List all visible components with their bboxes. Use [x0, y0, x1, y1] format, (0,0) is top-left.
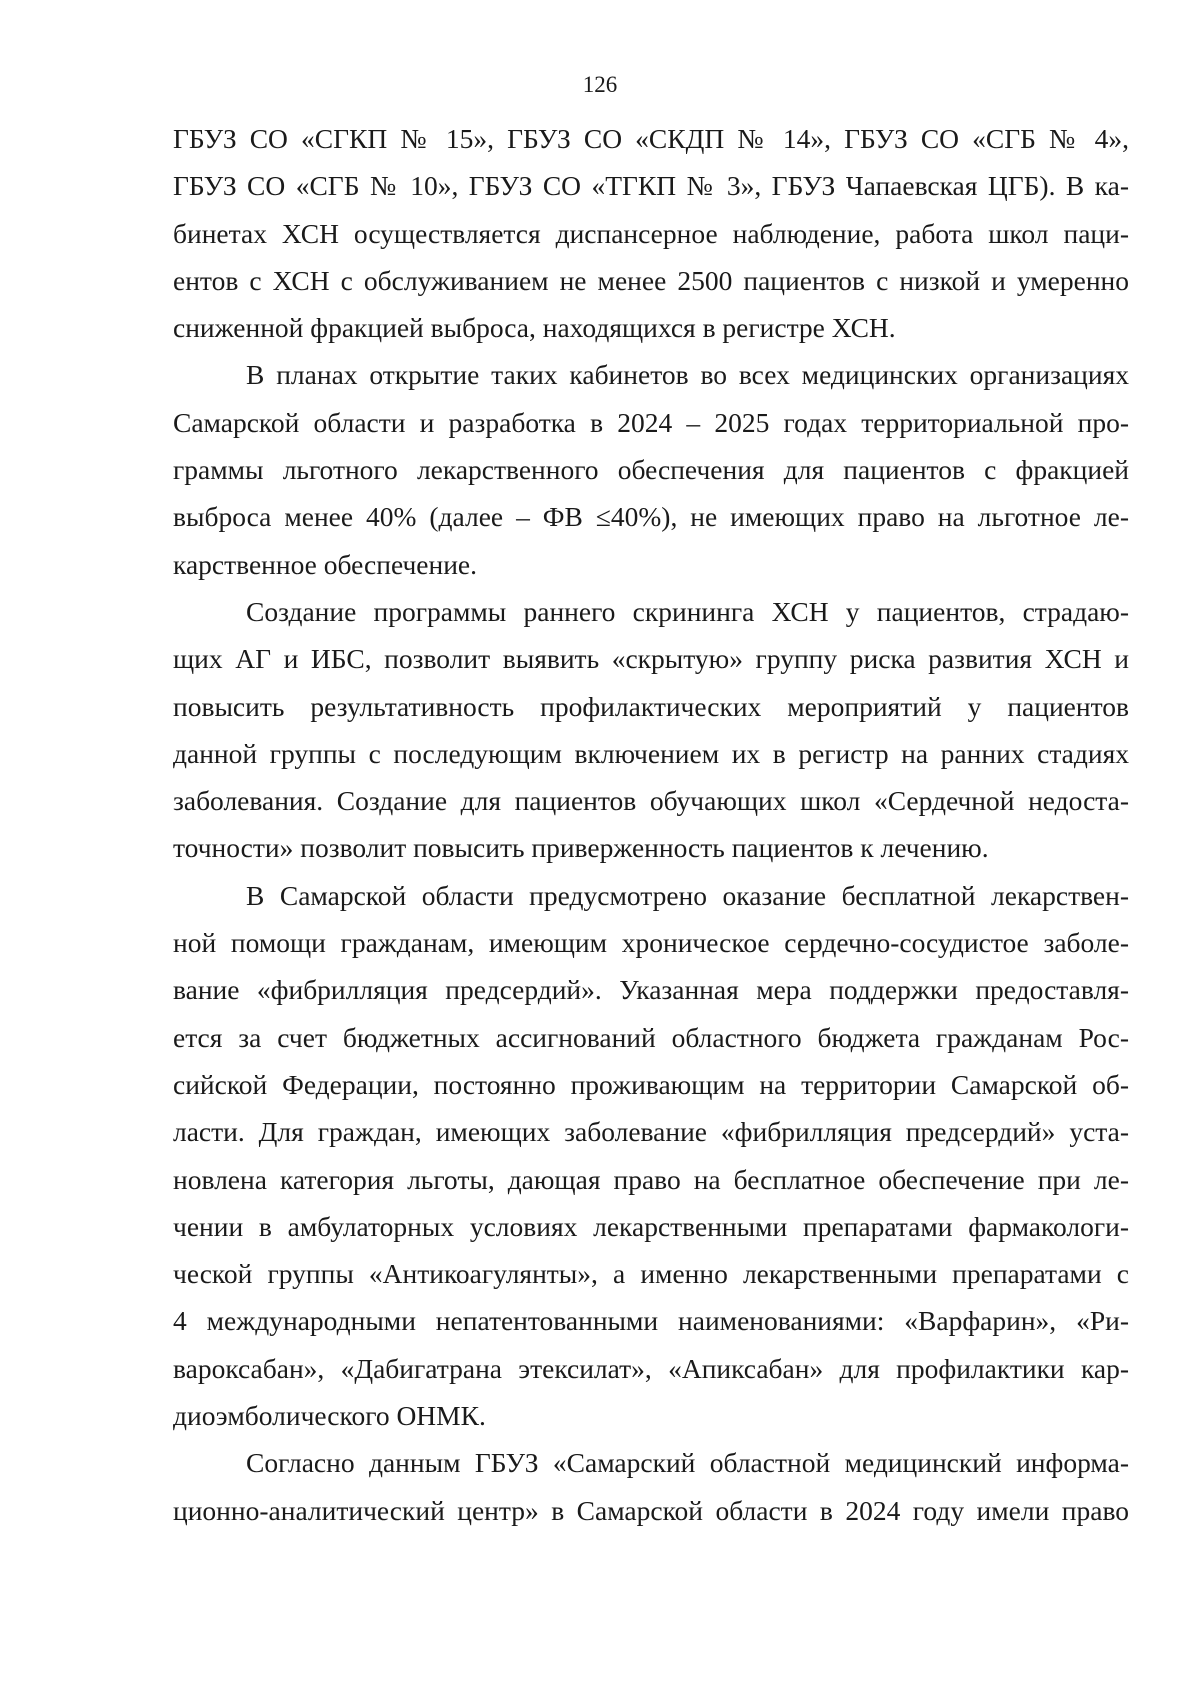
text-line: В Самарской области предусмотрено оказание бесплатной лекарствен-: [246, 879, 1129, 911]
text-line: Самарской области и разработка в 2024 – 2025 годах территориальной про-: [173, 406, 1129, 438]
text-line: ной помощи гражданам, имеющим хроническое сердечно-сосудистое заболе-: [173, 927, 1129, 959]
text-line: граммы льготного лекарственного обеспечения для пациентов с фракцией: [173, 454, 1129, 486]
text-line: выброса менее 40% (далее – ФВ ≤40%), не имеющих право на льготное ле-: [173, 501, 1129, 533]
text-line: карственное обеспечение.: [173, 548, 478, 580]
text-line: сийской Федерации, постоянно проживающим на территории Самарской об-: [173, 1068, 1129, 1100]
text-line: данной группы с последующим включением их в регистр на ранних стадиях: [173, 737, 1129, 769]
text-line: ГБУЗ СО «СГБ № 10», ГБУЗ СО «ТГКП № 3», ГБУЗ Чапаевская ЦГБ). В ка-: [173, 170, 1129, 202]
text-line: ется за счет бюджетных ассигнований областного бюджета гражданам Рос-: [173, 1021, 1129, 1053]
text-line: ГБУЗ СО «СГКП № 15», ГБУЗ СО «СКДП № 14», ГБУЗ СО «СГБ № 4»,: [173, 123, 1129, 154]
body-text: [173, 115, 1129, 1534]
text-line: чении в амбулаторных условиях лекарственными препаратами фармакологи-: [173, 1210, 1129, 1242]
text-line: диоэмболического ОНМК.: [173, 1400, 486, 1432]
text-line: повысить результативность профилактических мероприятий у пациентов: [173, 690, 1129, 722]
text-line: В планах открытие таких кабинетов во всех медицинских организациях: [246, 359, 1129, 391]
text-line: 4 международными непатентованными наименованиями: «Варфарин», «Ри-: [173, 1305, 1129, 1337]
text-line: ческой группы «Антикоагулянты», а именно лекарственными препаратами с: [173, 1258, 1129, 1290]
text-line: ласти. Для граждан, имеющих заболевание «фибрилляция предсердий» уста-: [173, 1116, 1129, 1148]
text-line: Согласно данным ГБУЗ «Самарский областной медицинский информа-: [246, 1447, 1129, 1479]
text-line: заболевания. Создание для пациентов обучающих школ «Сердечной недоста-: [173, 785, 1129, 817]
text-line: вание «фибрилляция предсердий». Указанная мера поддержки предоставля-: [173, 974, 1129, 1006]
page-number: 126: [582, 72, 618, 97]
text-line: точности» позволит повысить приверженность пациентов к лечению.: [173, 832, 989, 864]
text-line: вароксабан», «Дабигатрана этексилат», «Апиксабан» для профилактики кар-: [173, 1352, 1129, 1384]
text-line: бинетах ХСН осуществляется диспансерное наблюдение, работа школ паци-: [173, 217, 1129, 249]
text-line: щих АГ и ИБС, позволит выявить «скрытую» группу риска развития ХСН и: [173, 643, 1129, 675]
text-line: ентов с ХСН с обслуживанием не менее 2500 пациентов с низкой и умеренно: [173, 264, 1129, 296]
text-line: сниженной фракцией выброса, находящихся в регистре ХСН.: [173, 312, 896, 344]
text-line: Создание программы раннего скрининга ХСН у пациентов, страдаю-: [246, 595, 1129, 627]
text-line: ционно-аналитический центр» в Самарской области в 2024 году имели право: [173, 1494, 1129, 1526]
text-line: новлена категория льготы, дающая право на бесплатное обеспечение при ле-: [173, 1163, 1129, 1195]
